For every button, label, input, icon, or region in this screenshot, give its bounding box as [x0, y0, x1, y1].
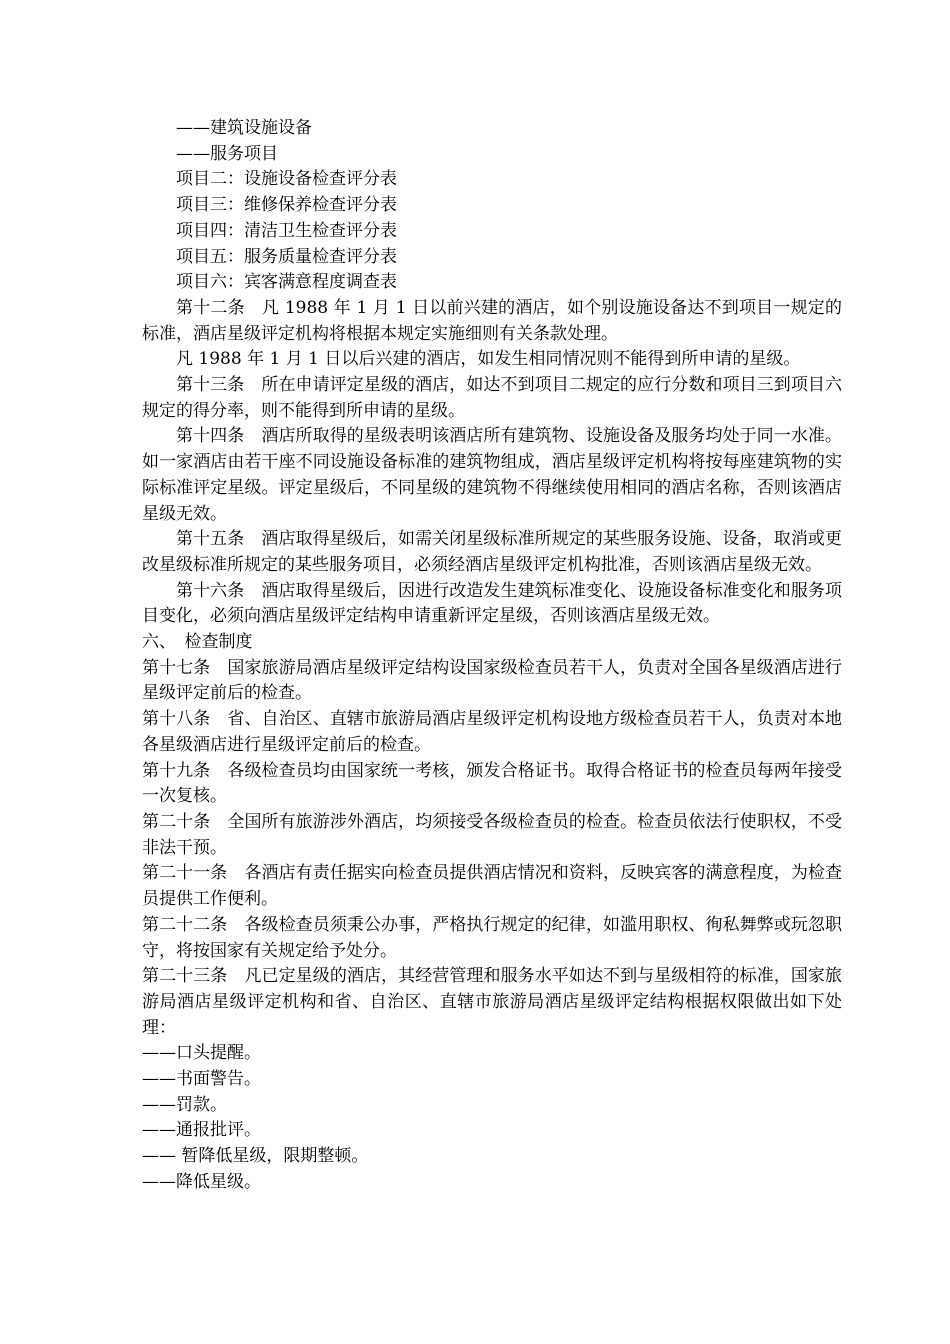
section-heading: 六、 检查制度	[142, 632, 253, 653]
article-paragraph: 第十八条 省、自治区、直辖市旅游局酒店星级评定机构设地方级检查员若干人，负责对本地各星级酒店进行星级评定前后的检查。	[142, 709, 842, 755]
article-paragraph: 第十二条 凡 1988 年 1 月 1 日以前兴建的酒店，如个别设施设备达不到项目一规定的标准，酒店星级评定机构将根据本规定实施细则有关条款处理。	[142, 297, 842, 344]
list-item: ——书面警告。	[142, 1069, 261, 1090]
list-item: 项目五：服务质量检查评分表	[176, 246, 397, 267]
article-paragraph: 第二十三条 凡已定星级的酒店，其经营管理和服务水平如达不到与星级相符的标准，国家旅游局酒店星级评定机构和省、自治区、直辖市旅游局酒店星级评定结构根据权限做出如下处理：	[142, 966, 842, 1038]
list-item: 项目六：宾客满意程度调查表	[176, 272, 397, 293]
list-item: —— 暂降低星级，限期整顿。	[142, 1146, 369, 1167]
list-item: ——罚款。	[142, 1094, 227, 1115]
article-paragraph: 第二十条 全国所有旅游涉外酒店，均须接受各级检查员的检查。检查员依法行使职权，不受非法干预。	[142, 811, 842, 858]
article-paragraph: 第十四条 酒店所取得的星级表明该酒店所有建筑物、设施设备及服务均处于同一水准。如一家酒店由若干座不同设施设备标准的建筑物组成，酒店星级评定机构将按每座建筑物的实际标准评定星级。评定星级后，不同星级的建筑物不得继续使用相同的酒店名称，否则该酒店星级无效。	[142, 426, 842, 524]
list-item: ——服务项目	[176, 143, 278, 164]
article-paragraph: 第十六条 酒店取得星级后，因进行改造发生建筑标准变化、设施设备标准变化和服务项目变化，必须向酒店星级评定结构申请重新评定星级，否则该酒店星级无效。	[142, 580, 842, 627]
article-paragraph: 第十七条 国家旅游局酒店星级评定结构设国家级检查员若干人，负责对全国各星级酒店进行星级评定前后的检查。	[142, 657, 842, 704]
article-paragraph: 第二十二条 各级检查员须秉公办事，严格执行规定的纪律，如滥用职权、徇私舞弊或玩忽职守，将按国家有关规定给予处分。	[142, 914, 842, 961]
article-paragraph: 第十五条 酒店取得星级后，如需关闭星级标准所规定的某些服务设施、设备，取消或更改星级标准所规定的某些服务项目，必须经酒店星级评定机构批准，否则该酒店星级无效。	[142, 529, 842, 575]
list-item: 项目二：设施设备检查评分表	[176, 169, 397, 190]
list-item: ——口头提醒。	[142, 1043, 261, 1064]
document-body	[142, 116, 842, 1196]
list-item: ——降低星级。	[142, 1171, 261, 1192]
list-item: 项目四：清洁卫生检查评分表	[176, 220, 397, 241]
list-item: ——建筑设施设备	[176, 118, 312, 138]
list-item: ——通报批评。	[142, 1120, 261, 1141]
article-paragraph: 第十九条 各级检查员均由国家统一考核，颁发合格证书。取得合格证书的检查员每两年接受一次复核。	[142, 760, 842, 807]
article-paragraph: 凡 1988 年 1 月 1 日以后兴建的酒店，如发生相同情况则不能得到所申请的星级。	[176, 349, 801, 370]
article-paragraph: 第二十一条 各酒店有责任据实向检查员提供酒店情况和资料，反映宾客的满意程度，为检查员提供工作便利。	[142, 863, 842, 910]
list-item: 项目三：维修保养检查评分表	[176, 195, 397, 216]
article-paragraph: 第十三条 所在申请评定星级的酒店，如达不到项目二规定的应行分数和项目三到项目六规定的得分率，则不能得到所申请的星级。	[142, 375, 842, 421]
